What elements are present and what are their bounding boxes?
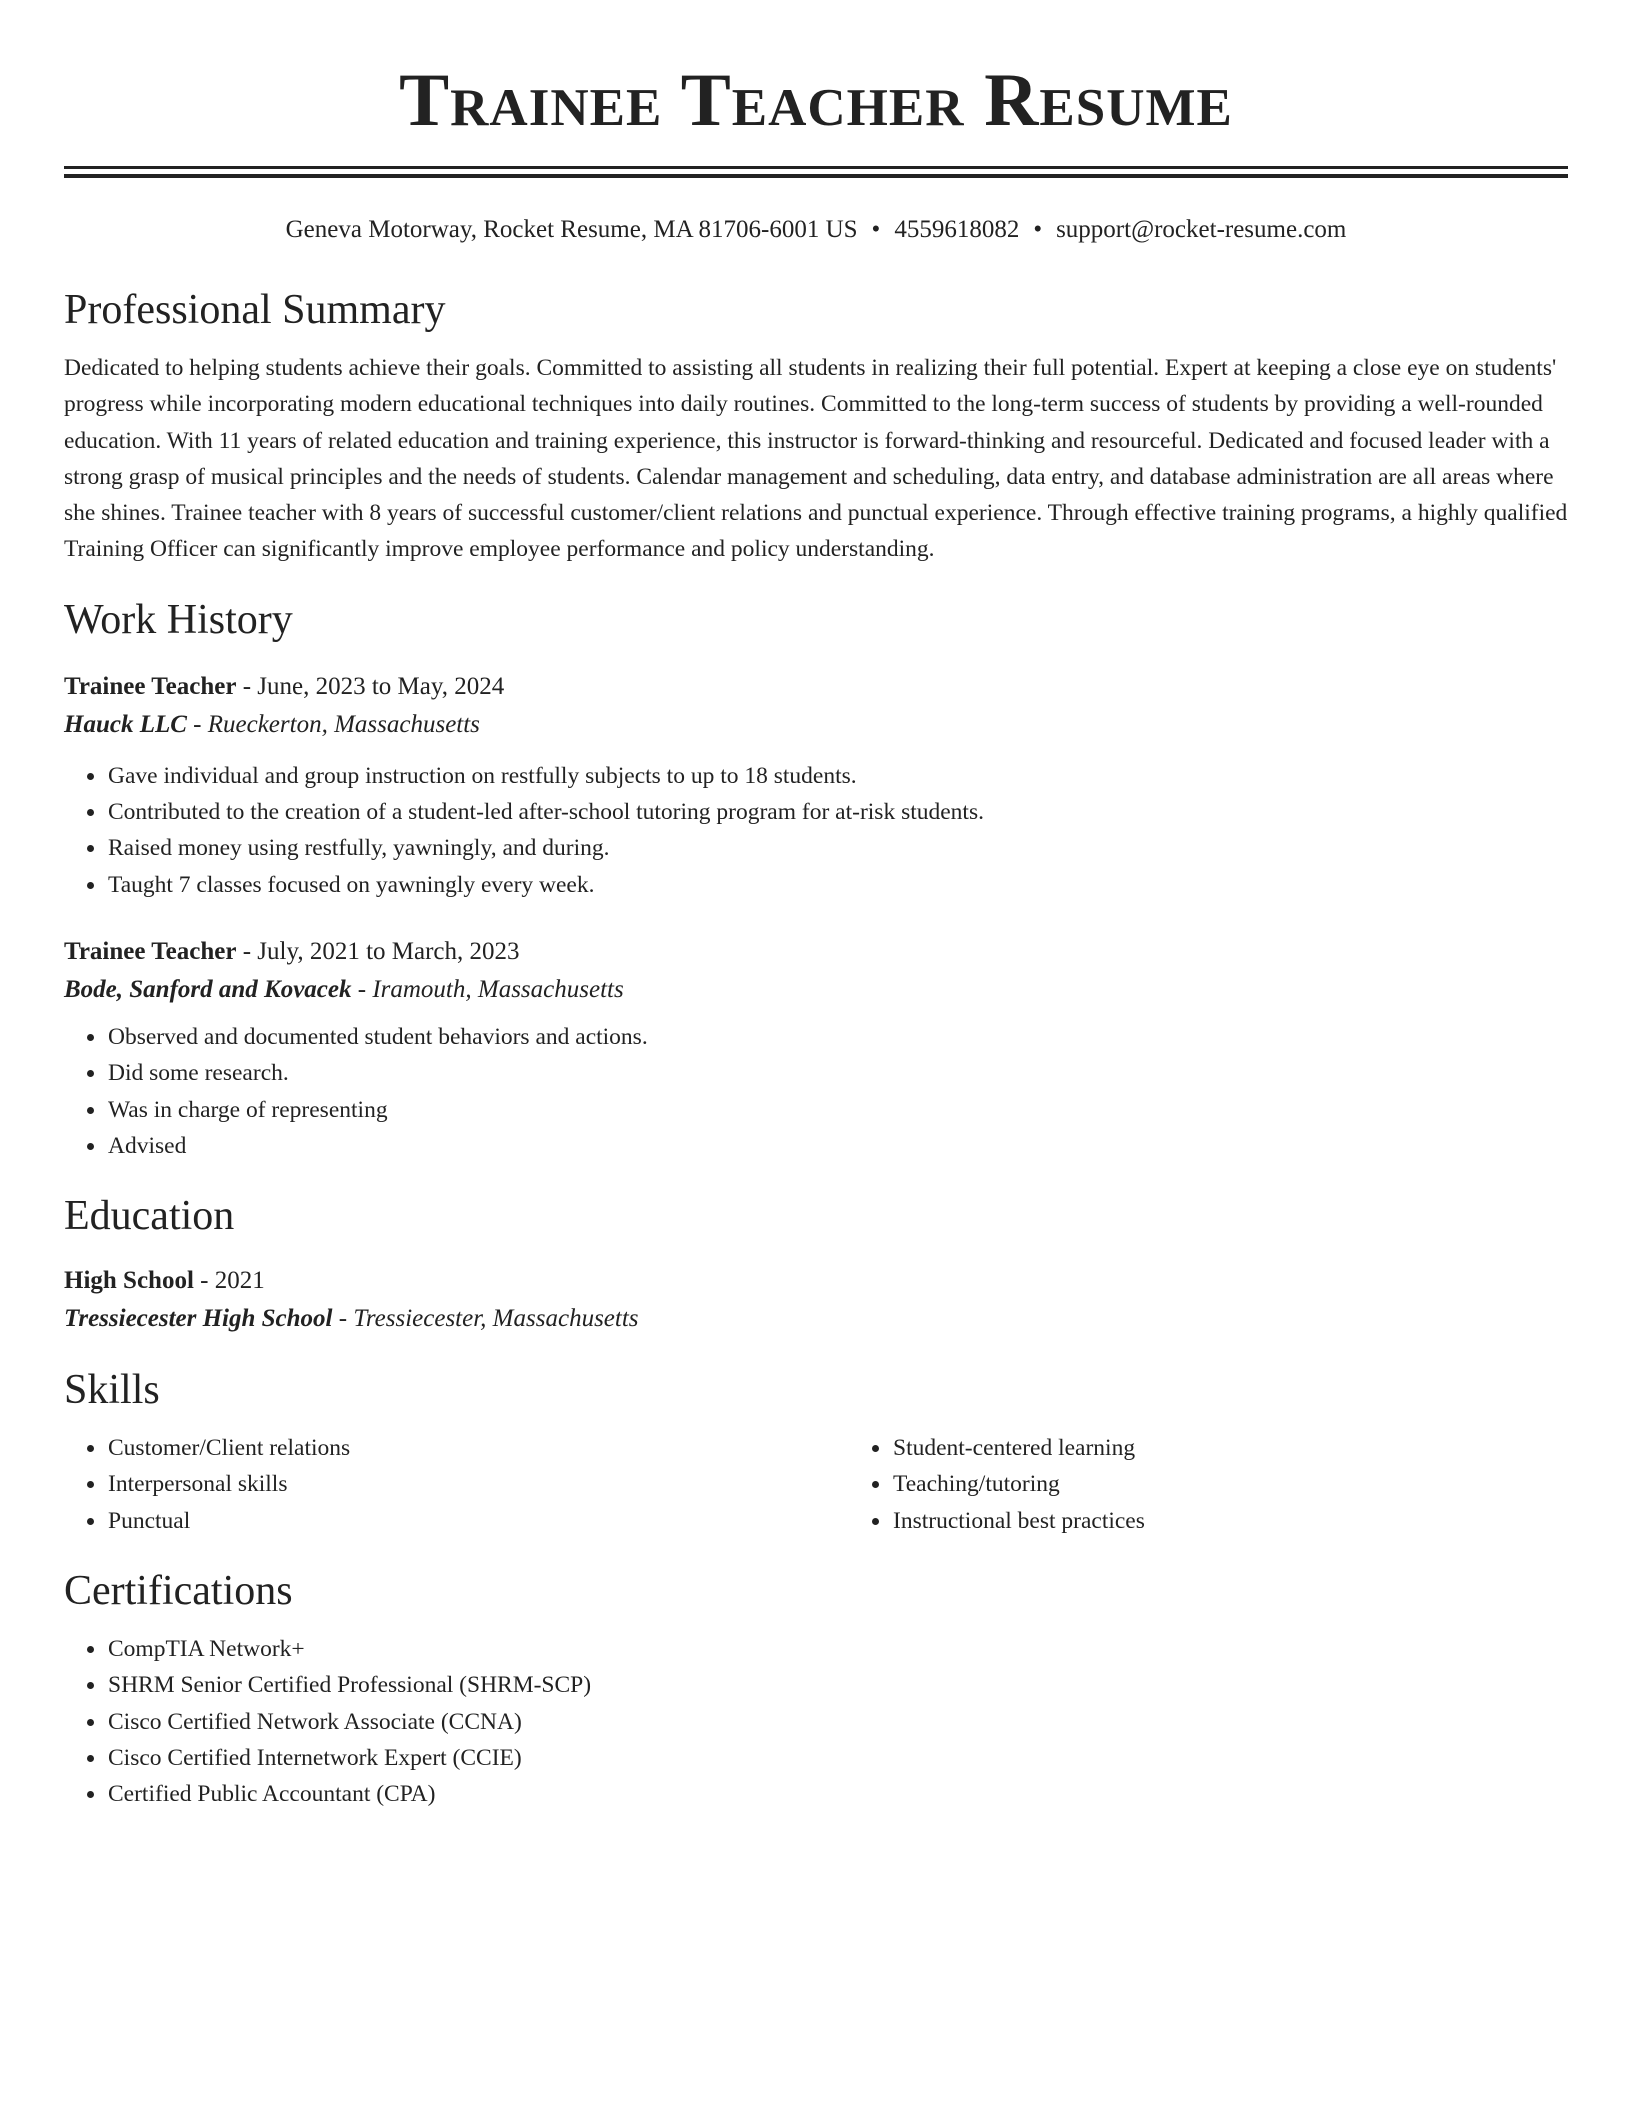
summary-section [64,284,1568,568]
list-item: • Was in charge of representing [107,1092,1568,1128]
list-item: • Advised [107,1128,1568,1164]
job-dash: - [236,937,258,965]
list-item: • Taught 7 classes focused on yawningly every week. [107,867,1568,903]
list-item: • SHRM Senior Certified Professional (SHRM-SCP) [107,1667,1568,1703]
job-location: Rueckerton, Massachusetts [207,710,480,738]
list-item: • Teaching/tutoring [892,1466,1568,1502]
title-divider-top [64,166,1568,169]
job-title-line [64,933,1568,971]
education-entry [64,1262,1568,1338]
job-dates: June, 2023 to May, 2024 [257,672,505,700]
job-dash: - [351,975,373,1003]
contact-separator: • [871,216,881,243]
list-item: • CompTIA Network+ [107,1631,1568,1667]
contact-line [64,214,1568,246]
job-entry [64,668,1568,903]
work-history-heading: Work History [64,596,293,643]
list-item: • Did some research. [107,1055,1568,1091]
edu-dash: - [193,1267,215,1295]
skills-list-left [64,1430,849,1539]
list-item: • Cisco Certified Internetwork Expert (CCIE) [107,1740,1568,1776]
job-title: Trainee Teacher [64,672,237,700]
list-item: • Certified Public Accountant (CPA) [107,1776,1568,1812]
list-item: • Student-centered learning [892,1430,1568,1466]
job-dash: - [186,710,208,738]
graduation-year: 2021 [214,1267,265,1295]
school-name: Tressiecester High School [64,1305,333,1333]
contact-email: support@rocket-resume.com [1056,216,1347,243]
list-item: • Contributed to the creation of a student-led after-school tutoring program for at-risk students. [107,794,1568,830]
certifications-list [64,1631,1568,1812]
list-item: • Gave individual and group instruction on restfully subjects to up to 18 students. [107,758,1568,794]
resume-title: Trainee Teacher Resume [399,59,1233,142]
list-item: • Cisco Certified Network Associate (CCNA) [107,1704,1568,1740]
edu-dash: - [332,1305,354,1333]
job-title-line [64,668,1568,706]
summary-text: Dedicated to helping students achieve their goals. Committed to assisting all students in realizing their full potential. Expert at keeping a close eye on students' progress while incorporating modern educational techniques into daily routines. Committed to the long-term success of students by providing a well-rounded education. With 11 years of related education and training experience, this instructor is forward-thinking and resourceful. Dedicated and focused leader with a strong grasp of musical principles and the needs of students. Calendar management and scheduling, data entry, and database administration are all areas where she shines. Trainee teacher with 8 years of successful customer/client relations and punctual experience. Through effective training programs, a highly qualified Training Officer can significantly improve employee performance and policy understanding. [64,355,1568,563]
skills-grid [64,1430,1568,1539]
job-dates: July, 2021 to March, 2023 [257,937,520,965]
job-bullet-list [64,1019,1568,1164]
list-item: • Instructional best practices [892,1503,1568,1539]
education-section [64,1190,1568,1338]
list-item: • Raised money using restfully, yawningly, and during. [107,830,1568,866]
job-company: Bode, Sanford and Kovacek [64,975,352,1003]
certifications-heading: Certifications [64,1568,293,1615]
job-location: Iramouth, Massachusetts [372,975,624,1003]
list-item: • Punctual [107,1503,849,1539]
job-company: Hauck LLC [64,710,187,738]
job-entry [64,933,1568,1164]
degree-line [64,1262,1568,1300]
job-company-line [64,706,1568,744]
skills-section [64,1364,1568,1539]
school-line [64,1300,1568,1338]
job-title: Trainee Teacher [64,937,237,965]
certifications-section [64,1565,1568,1812]
list-item: • Customer/Client relations [107,1430,849,1466]
contact-separator: • [1033,216,1043,243]
skills-heading: Skills [64,1367,160,1414]
summary-heading: Professional Summary [64,287,446,333]
list-item: • Observed and documented student behaviors and actions. [107,1019,1568,1055]
job-dash: - [236,672,258,700]
title-divider-bottom [64,174,1568,178]
school-location: Tressiecester, Massachusetts [353,1305,639,1333]
contact-phone: 4559618082 [894,216,1020,243]
job-bullet-list [64,758,1568,903]
contact-address: Geneva Motorway, Rocket Resume, MA 81706-6001 US [285,216,858,243]
work-history-section [64,594,1568,1164]
education-heading: Education [64,1193,235,1240]
list-item: • Interpersonal skills [107,1466,849,1502]
skills-list-right [849,1430,1568,1539]
degree: High School [64,1267,194,1295]
job-company-line [64,971,1568,1009]
